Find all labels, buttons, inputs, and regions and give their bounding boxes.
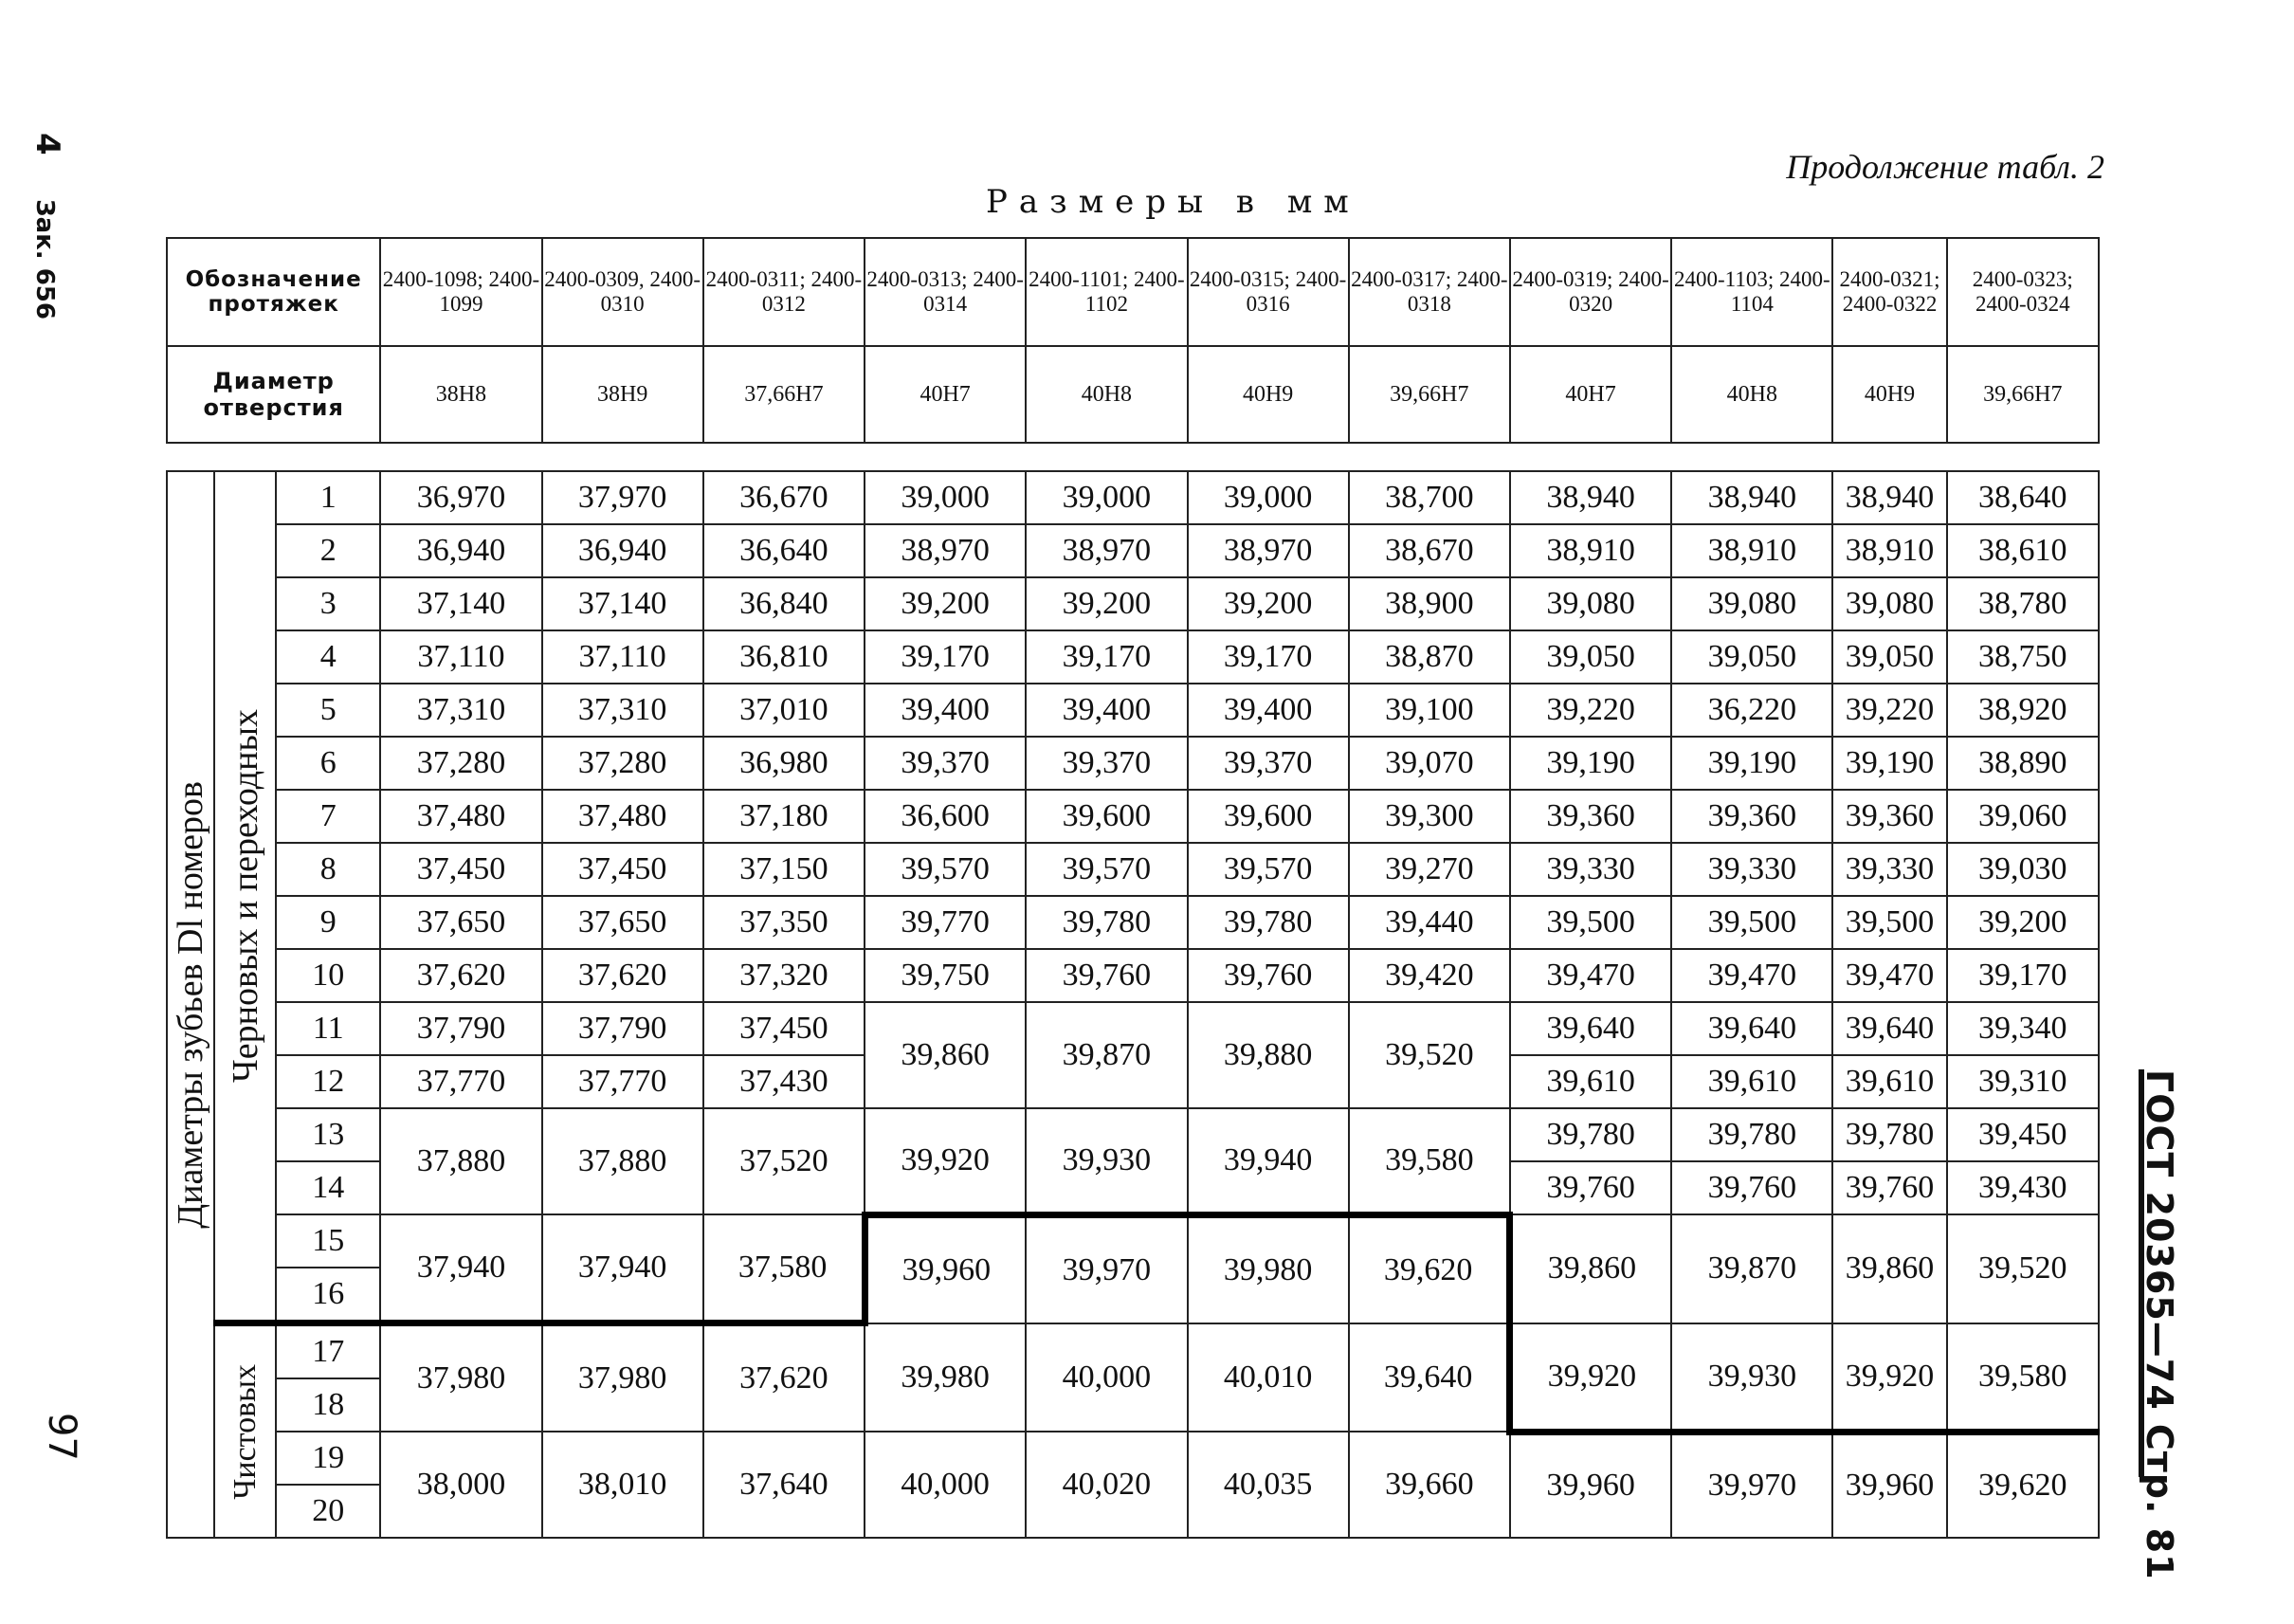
value-cell: 39,570 — [1026, 843, 1187, 896]
value-cell: 39,430 — [1947, 1161, 2099, 1214]
value-cell: 39,930 — [1671, 1323, 1832, 1432]
table-row — [167, 1214, 2099, 1268]
value-cell: 39,780 — [1510, 1108, 1671, 1161]
value-cell: 39,400 — [1026, 684, 1187, 737]
tooth-number: 2 — [276, 524, 380, 577]
value-cell: 37,640 — [703, 1432, 865, 1538]
tooth-number: 3 — [276, 577, 380, 630]
value-cell: 39,920 — [1832, 1323, 1946, 1432]
value-cell: 39,760 — [1510, 1161, 1671, 1214]
value-cell: 40,035 — [1188, 1432, 1349, 1538]
value-cell: 39,620 — [1349, 1214, 1510, 1323]
group-label-rough-text: Черновых и переходных — [225, 709, 265, 1083]
value-cell: 37,620 — [380, 949, 541, 1002]
column-hole-diameter: 39,66H7 — [1349, 346, 1510, 443]
tooth-number: 18 — [276, 1378, 380, 1432]
table-row — [167, 630, 2099, 684]
value-cell: 37,140 — [542, 577, 703, 630]
group-label-tooth-diameters — [167, 471, 214, 1538]
value-cell: 38,940 — [1832, 471, 1946, 524]
value-cell: 39,520 — [1349, 1002, 1510, 1108]
value-cell: 37,970 — [542, 471, 703, 524]
value-cell: 39,760 — [1026, 949, 1187, 1002]
value-cell: 39,770 — [865, 896, 1026, 949]
value-cell: 39,930 — [1026, 1108, 1187, 1214]
value-cell: 38,920 — [1947, 684, 2099, 737]
value-cell: 38,910 — [1510, 524, 1671, 577]
value-cell: 39,570 — [865, 843, 1026, 896]
value-cell: 36,840 — [703, 577, 865, 630]
tooth-number: 14 — [276, 1161, 380, 1214]
value-cell: 39,190 — [1510, 737, 1671, 790]
value-cell: 38,910 — [1832, 524, 1946, 577]
left-margin-info — [28, 133, 66, 319]
value-cell: 38,940 — [1510, 471, 1671, 524]
value-cell: 39,610 — [1671, 1055, 1832, 1108]
value-cell: 40,000 — [865, 1432, 1026, 1538]
value-cell: 39,220 — [1832, 684, 1946, 737]
column-hole-diameter: 37,66H7 — [703, 346, 865, 443]
value-cell: 39,860 — [1832, 1214, 1946, 1323]
value-cell: 36,810 — [703, 630, 865, 684]
value-cell: 36,940 — [380, 524, 541, 577]
value-cell: 39,610 — [1510, 1055, 1671, 1108]
value-cell: 39,500 — [1832, 896, 1946, 949]
value-cell: 37,650 — [380, 896, 541, 949]
value-cell: 39,450 — [1947, 1108, 2099, 1161]
value-cell: 39,860 — [865, 1002, 1026, 1108]
value-cell: 37,770 — [542, 1055, 703, 1108]
tooth-number: 12 — [276, 1055, 380, 1108]
tooth-number: 7 — [276, 790, 380, 843]
value-cell: 39,050 — [1832, 630, 1946, 684]
group-label-rough — [214, 471, 276, 1323]
value-cell: 39,640 — [1671, 1002, 1832, 1055]
value-cell: 39,000 — [865, 471, 1026, 524]
value-cell: 39,200 — [1188, 577, 1349, 630]
value-cell: 39,500 — [1671, 896, 1832, 949]
value-cell: 36,640 — [703, 524, 865, 577]
value-cell: 39,780 — [1671, 1108, 1832, 1161]
bottom-page-number: 97 — [40, 1413, 83, 1461]
value-cell: 37,520 — [703, 1108, 865, 1214]
value-cell: 39,070 — [1349, 737, 1510, 790]
value-cell: 39,400 — [1188, 684, 1349, 737]
value-cell: 39,920 — [865, 1108, 1026, 1214]
value-cell: 39,600 — [1188, 790, 1349, 843]
value-cell: 39,190 — [1832, 737, 1946, 790]
value-cell: 39,330 — [1671, 843, 1832, 896]
value-cell: 37,450 — [380, 843, 541, 896]
value-cell: 39,360 — [1510, 790, 1671, 843]
tooth-number: 6 — [276, 737, 380, 790]
value-cell: 37,430 — [703, 1055, 865, 1108]
column-hole-diameter: 40H8 — [1671, 346, 1832, 443]
value-cell: 38,640 — [1947, 471, 2099, 524]
value-cell: 39,300 — [1349, 790, 1510, 843]
value-cell: 39,640 — [1510, 1002, 1671, 1055]
value-cell: 39,330 — [1510, 843, 1671, 896]
value-cell: 39,000 — [1026, 471, 1187, 524]
value-cell: 39,440 — [1349, 896, 1510, 949]
table-row — [167, 896, 2099, 949]
tooth-number: 20 — [276, 1485, 380, 1538]
value-cell: 36,980 — [703, 737, 865, 790]
value-cell: 38,010 — [542, 1432, 703, 1538]
value-cell: 39,870 — [1671, 1214, 1832, 1323]
value-cell: 39,170 — [865, 630, 1026, 684]
group-label-finish — [214, 1323, 276, 1539]
value-cell: 37,280 — [542, 737, 703, 790]
value-cell: 37,320 — [703, 949, 865, 1002]
table-row — [167, 949, 2099, 1002]
value-cell: 39,310 — [1947, 1055, 2099, 1108]
column-hole-diameter: 40H9 — [1188, 346, 1349, 443]
value-cell: 39,470 — [1832, 949, 1946, 1002]
tooth-number: 1 — [276, 471, 380, 524]
value-cell: 38,870 — [1349, 630, 1510, 684]
value-cell: 39,060 — [1947, 790, 2099, 843]
gost-reference: ГОСТ 20365—74 Стр. 81 — [2139, 1069, 2180, 1580]
value-cell: 39,050 — [1510, 630, 1671, 684]
value-cell: 37,450 — [703, 1002, 865, 1055]
column-designation: 2400-0309, 2400-0310 — [542, 238, 703, 346]
tooth-number: 4 — [276, 630, 380, 684]
value-cell: 39,960 — [1832, 1432, 1946, 1538]
value-cell: 38,970 — [865, 524, 1026, 577]
value-cell: 39,970 — [1026, 1214, 1187, 1323]
tooth-number: 9 — [276, 896, 380, 949]
value-cell: 40,020 — [1026, 1432, 1187, 1538]
value-cell: 37,620 — [703, 1323, 865, 1432]
value-cell: 39,600 — [1026, 790, 1187, 843]
value-cell: 39,270 — [1349, 843, 1510, 896]
value-cell: 37,790 — [380, 1002, 541, 1055]
value-cell: 39,400 — [865, 684, 1026, 737]
tooth-number: 16 — [276, 1268, 380, 1323]
value-cell: 39,960 — [865, 1214, 1026, 1323]
value-cell: 37,620 — [542, 949, 703, 1002]
value-cell: 38,970 — [1188, 524, 1349, 577]
value-cell: 39,610 — [1832, 1055, 1946, 1108]
column-hole-diameter: 38H8 — [380, 346, 541, 443]
column-designation: 2400-0319; 2400-0320 — [1510, 238, 1671, 346]
value-cell: 39,520 — [1947, 1214, 2099, 1323]
column-hole-diameter: 40H8 — [1026, 346, 1187, 443]
value-cell: 36,970 — [380, 471, 541, 524]
table-row — [167, 1323, 2099, 1379]
value-cell: 37,480 — [542, 790, 703, 843]
value-cell: 40,000 — [1026, 1323, 1187, 1432]
left-page-number: 4 — [28, 133, 66, 155]
value-cell: 39,100 — [1349, 684, 1510, 737]
value-cell: 37,140 — [380, 577, 541, 630]
table-row — [167, 1002, 2099, 1055]
value-cell: 39,190 — [1671, 737, 1832, 790]
tooth-number: 13 — [276, 1108, 380, 1161]
value-cell: 39,170 — [1026, 630, 1187, 684]
table-row — [167, 471, 2099, 524]
value-cell: 38,910 — [1671, 524, 1832, 577]
value-cell: 37,110 — [380, 630, 541, 684]
value-cell: 38,700 — [1349, 471, 1510, 524]
column-designation: 2400-0315; 2400-0316 — [1188, 238, 1349, 346]
value-cell: 39,050 — [1671, 630, 1832, 684]
value-cell: 36,940 — [542, 524, 703, 577]
value-cell: 39,080 — [1832, 577, 1946, 630]
value-cell: 37,310 — [380, 684, 541, 737]
value-cell: 37,980 — [380, 1323, 541, 1432]
units-caption: Размеры в мм — [986, 183, 1360, 221]
tooth-number: 15 — [276, 1214, 380, 1268]
value-cell: 39,620 — [1947, 1432, 2099, 1538]
column-hole-diameter: 39,66H7 — [1947, 346, 2099, 443]
table-row — [167, 684, 2099, 737]
value-cell: 38,900 — [1349, 577, 1510, 630]
column-designation: 2400-0323; 2400-0324 — [1947, 238, 2099, 346]
value-cell: 38,780 — [1947, 577, 2099, 630]
value-cell: 39,970 — [1671, 1432, 1832, 1538]
value-cell: 39,420 — [1349, 949, 1510, 1002]
column-hole-diameter: 40H7 — [865, 346, 1026, 443]
column-designation: 2400-0313; 2400-0314 — [865, 238, 1026, 346]
table-row — [167, 737, 2099, 790]
value-cell: 39,220 — [1510, 684, 1671, 737]
value-cell: 37,180 — [703, 790, 865, 843]
row-label-diameter: Диаметр отверстия — [167, 346, 380, 443]
value-cell: 37,940 — [542, 1214, 703, 1323]
value-cell: 39,580 — [1947, 1323, 2099, 1432]
value-cell: 37,110 — [542, 630, 703, 684]
value-cell: 38,890 — [1947, 737, 2099, 790]
table-row — [167, 524, 2099, 577]
value-cell: 36,220 — [1671, 684, 1832, 737]
value-cell: 39,780 — [1188, 896, 1349, 949]
value-cell: 37,980 — [542, 1323, 703, 1432]
table-row — [167, 577, 2099, 630]
value-cell: 39,000 — [1188, 471, 1349, 524]
value-cell: 37,650 — [542, 896, 703, 949]
value-cell: 39,750 — [865, 949, 1026, 1002]
column-designation: 2400-0317; 2400-0318 — [1349, 238, 1510, 346]
value-cell: 37,580 — [703, 1214, 865, 1323]
value-cell: 37,880 — [380, 1108, 541, 1214]
value-cell: 36,600 — [865, 790, 1026, 843]
value-cell: 37,010 — [703, 684, 865, 737]
value-cell: 39,640 — [1349, 1323, 1510, 1432]
value-cell: 39,960 — [1510, 1432, 1671, 1538]
value-cell: 39,940 — [1188, 1108, 1349, 1214]
tooth-number: 10 — [276, 949, 380, 1002]
column-hole-diameter: 40H9 — [1832, 346, 1946, 443]
group-label-tooth-diameters-text: Диаметры зубьев Dl номеров — [171, 780, 211, 1229]
value-cell: 37,350 — [703, 896, 865, 949]
tooth-number: 5 — [276, 684, 380, 737]
value-cell: 37,940 — [380, 1214, 541, 1323]
value-cell: 39,370 — [865, 737, 1026, 790]
value-cell: 39,980 — [1188, 1214, 1349, 1323]
row-label-broach: Обозначение протяжек — [167, 238, 380, 346]
table-row — [167, 843, 2099, 896]
value-cell: 39,760 — [1188, 949, 1349, 1002]
column-hole-diameter: 38H9 — [542, 346, 703, 443]
value-cell: 37,480 — [380, 790, 541, 843]
group-label-finish-text: Чистовых — [227, 1363, 263, 1500]
value-cell: 39,360 — [1671, 790, 1832, 843]
value-cell: 36,670 — [703, 471, 865, 524]
value-cell: 39,360 — [1832, 790, 1946, 843]
column-designation: 2400-1098; 2400-1099 — [380, 238, 541, 346]
dimensions-table — [166, 237, 2100, 1539]
value-cell: 39,760 — [1832, 1161, 1946, 1214]
value-cell: 39,080 — [1510, 577, 1671, 630]
column-hole-diameter: 40H7 — [1510, 346, 1671, 443]
value-cell: 37,280 — [380, 737, 541, 790]
tooth-number: 19 — [276, 1432, 380, 1485]
value-cell: 39,500 — [1510, 896, 1671, 949]
column-designation: 2400-1103; 2400-1104 — [1671, 238, 1832, 346]
value-cell: 39,200 — [1947, 896, 2099, 949]
value-cell: 37,310 — [542, 684, 703, 737]
value-cell: 39,200 — [865, 577, 1026, 630]
value-cell: 39,470 — [1510, 949, 1671, 1002]
column-designation: 2400-0321; 2400-0322 — [1832, 238, 1946, 346]
value-cell: 40,010 — [1188, 1323, 1349, 1432]
value-cell: 39,640 — [1832, 1002, 1946, 1055]
tooth-number: 17 — [276, 1323, 380, 1379]
value-cell: 39,470 — [1671, 949, 1832, 1002]
header-gap — [167, 443, 2099, 471]
value-cell: 39,660 — [1349, 1432, 1510, 1538]
value-cell: 39,340 — [1947, 1002, 2099, 1055]
value-cell: 39,780 — [1026, 896, 1187, 949]
value-cell: 39,570 — [1188, 843, 1349, 896]
tooth-number: 11 — [276, 1002, 380, 1055]
column-designation: 2400-1101; 2400-1102 — [1026, 238, 1187, 346]
value-cell: 38,940 — [1671, 471, 1832, 524]
value-cell: 38,750 — [1947, 630, 2099, 684]
table-continuation-title: Продолжение табл. 2 — [1786, 148, 2104, 186]
value-cell: 39,780 — [1832, 1108, 1946, 1161]
value-cell: 39,880 — [1188, 1002, 1349, 1108]
tooth-number: 8 — [276, 843, 380, 896]
value-cell: 38,000 — [380, 1432, 541, 1538]
table-row — [167, 790, 2099, 843]
value-cell: 39,370 — [1188, 737, 1349, 790]
value-cell: 39,920 — [1510, 1323, 1671, 1432]
order-number: Зак. 656 — [30, 199, 59, 319]
value-cell: 38,970 — [1026, 524, 1187, 577]
value-cell: 38,670 — [1349, 524, 1510, 577]
value-cell: 39,330 — [1832, 843, 1946, 896]
value-cell: 37,450 — [542, 843, 703, 896]
table-row — [167, 1432, 2099, 1485]
value-cell: 39,580 — [1349, 1108, 1510, 1214]
value-cell: 39,080 — [1671, 577, 1832, 630]
value-cell: 39,760 — [1671, 1161, 1832, 1214]
value-cell: 39,170 — [1947, 949, 2099, 1002]
value-cell: 37,770 — [380, 1055, 541, 1108]
value-cell: 39,170 — [1188, 630, 1349, 684]
table-row — [167, 1108, 2099, 1161]
value-cell: 37,790 — [542, 1002, 703, 1055]
value-cell: 39,030 — [1947, 843, 2099, 896]
value-cell: 39,980 — [865, 1323, 1026, 1432]
value-cell: 39,870 — [1026, 1002, 1187, 1108]
column-designation: 2400-0311; 2400-0312 — [703, 238, 865, 346]
value-cell: 37,150 — [703, 843, 865, 896]
value-cell: 39,200 — [1026, 577, 1187, 630]
value-cell: 39,860 — [1510, 1214, 1671, 1323]
value-cell: 39,370 — [1026, 737, 1187, 790]
value-cell: 38,610 — [1947, 524, 2099, 577]
value-cell: 37,880 — [542, 1108, 703, 1214]
